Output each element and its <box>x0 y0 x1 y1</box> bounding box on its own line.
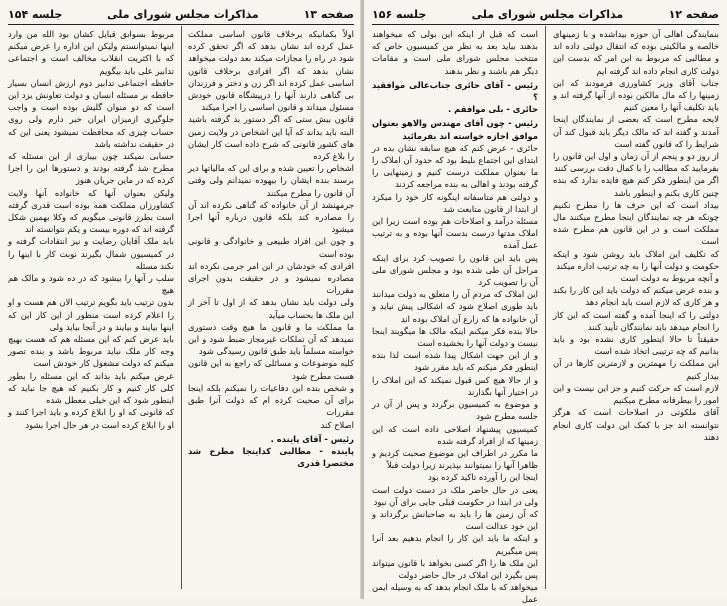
paragraph: آقای ملکوتی در اصلاحات است که هرگز نتوانسته اند جز با کمک این دولت کاری انجام دهند <box>553 407 719 442</box>
left-page-column-right <box>188 28 354 589</box>
paragraph: پس باید این قانون را تصویب کرد برای اینکه مراحل آن طی شده بود و مجلس شورای ملی آن را تصویب کرد <box>372 252 538 288</box>
right-page-column-right <box>553 28 719 589</box>
left-page-column-left <box>8 28 174 589</box>
paragraph: ولیکن بعنوان آنها که خانواده آنها ولایت کشاورزان مملکت همه بوده است قدری گرفته است بطرز قانونی میگویم که وکلا بهمین شکل گرفته اند که دوره بیست و یکم نتوانسته اند <box>8 187 174 235</box>
right-page <box>364 0 727 605</box>
header-rule <box>372 24 719 25</box>
paragraph: جناب آقای وزیر کشاورزی فرمودند که این زمینها را که مال مالکین بوده از آنها گرفته اند و باید تکلیف آنها را معین کنیم <box>553 77 719 113</box>
page-number: صفحه ۱۳ <box>303 7 354 21</box>
column-divider <box>545 26 546 589</box>
paragraph: ولی دولت باید نشان بدهد که از اول تا آخر از این ملک ها بحساب میآید <box>188 297 354 320</box>
paragraph: سلب ر آنها را بیشود که در ده شود و مالک هم هیچ <box>8 273 174 296</box>
left-page-header <box>8 6 354 22</box>
page-number: صفحه ۱۲ <box>668 7 719 21</box>
paragraph: بدون ترتیب باید بگویم ترتیب الان هم هست و او را اعلام کرده است منظور از این کار این که اینها بیایند و بیایند و در آنجا بیاید ولی <box>8 297 174 332</box>
paragraph: و دولتی هم متاسفانه اینگونه کار خود را میکرد از ابتدا از قانون متابعت شد <box>372 191 538 214</box>
paragraph: اگر من اینطور فکر کنم هیچ فایده ندارد که بنده چنین کاری بکنم و اینطور باشد <box>553 175 719 198</box>
running-title: مذاکرات مجلس شورای ملی <box>471 7 624 21</box>
paragraph: کمیسیون پیشنهاد اصلاحی داده است که این زمینها که از افراد گرفته شده <box>372 423 538 446</box>
paragraph: مربوط بسوابق قبایل کشان بود الله من وارد اینها نمیتوانستم ولیکن این اداره را عرض میکنم که با اکثریت انقلاب مخالف است و اجتماعی تدابیر علی باید بیگویم <box>8 29 174 76</box>
paragraph: باید عرض کنم که این مسئله هم که هست بهیچ وجه کار ملک نباید مربوط باشد و بنده تصور میکنم که دولت مشغول کار خودش است <box>8 334 174 369</box>
paragraph: مسئله درآمد و اصلاحات هم بوده است زیرا این املاک مدتها درست بدست آنها بوده و به ترتیب عمل آمده <box>372 216 538 251</box>
paragraph: ما مکرر در اطراف این موضوع صحبت کردیم و ظاهرا آنها را نمیتوانند بپذیرند زیرا دولت قبلاً <box>372 447 538 471</box>
paragraph: و شخص بنده این دفاعیات را نمیکنم بلکه اینجا برای آن صحبت کرده ام که دولت آنرا طبق مقررات <box>188 382 354 418</box>
session-number: جلسه ۱۵۴ <box>8 7 63 21</box>
paragraph: دولتی را که اینجا آمده و گفته است که این کار را انجام میدهد باید نمایندگان تأیید کنند <box>553 309 719 332</box>
speaker-line: حائری - بلی موافقم . <box>448 104 538 115</box>
paragraph: حافظه اجتماعی تدابیر دوم ارزش انسان بسیار حافظه بر مسئله انسان و دولت تعاونش یزد این است که دو منوان گلیش بوده است و واجب جلوگیری ازمیزان ایران خبر دارم ولی روی حساب چیزی که محافظت نمیشود یعنی این که در حقیقت نداشته باشد <box>8 77 174 149</box>
session-number: جلسه ۱۵۶ <box>372 7 427 21</box>
paragraph: و آنچه مربوط به دولت است <box>620 273 719 284</box>
paragraph: قانون بیش ستی که اگر دستور بد گرفته باشید البته باید بداند که آیا این اشخاص در ولایت زمین های کشور قانونی که شرح داده است کار ایشان را بلاغ کرده <box>188 114 354 162</box>
paragraph: که آن زمین ها را باید به صاحبانش برگرداند و این خود عدالت است <box>372 508 538 532</box>
paragraph: کلیه موضوعات و مسائلی که راجع به این قانون هست مطرح شود <box>188 358 354 381</box>
paragraph: است که قبل از اینکه این بولی که میخواهند بدهند بیاید بعد به نظر من کمیسیون خاص که منتخب مجلس شورای ملی است و مقامات دیگر هم باشند و نظر بدهند <box>372 29 538 76</box>
speaker-line: رئیس - آقای حائری جناب‌عالی موافقید ؟ <box>372 79 538 103</box>
paragraph: و از حالا هیچ کس قبول نمیکند که این املاک را در اختیار آنها بگذارند <box>372 374 538 397</box>
header-rule <box>8 24 354 25</box>
paragraph: این ملک ها را اگر کسی بخواهد با قانون میتواند پس بگیرد این املاک در حال حاضر دولت <box>372 557 538 580</box>
paragraph: و بنده عرض میکنم که دولت باید این کار را بکند و هر کاری که لازم است باید انجام دهد <box>553 285 719 308</box>
paragraph: و اینکه ما باید این کار را انجام بدهیم بعد آنرا پس میگیریم <box>372 533 538 556</box>
paragraph: اولاً بکمانیکه برخلاف قانون اساسی مملکت عمل کرده اند نشان بدهد که اگر تحقق کرده شود در راه را مجازات میکند بعد دولت میخواهد نشان بدهد که اگر افرادی برخلاف قانون اساسی عمل کرده اند اگر زن و دختر و فرزندان بی گناهی دارند آنها را درپیشگاه قانون خودش مسئول میداند و قانون اساسی را اجرا میکند <box>188 29 354 113</box>
paragraph: این املاک که مردم آن را متعلق به دولت میدانند باید طوری اصلاح شود که اشکالی پیش نیاید و آن خانواده ها که زارع آن املاک بوده اند <box>372 289 538 324</box>
speaker-line: رئیس - آقای پاینده . <box>270 433 354 444</box>
paragraph: باید ملک آقایان رضایت و نیز انتقادات گرفته و در کمیسیون شمال بگیرند نوبت کار با اینها را نکند مسئله <box>8 236 174 271</box>
paragraph: حالا بنده فکر میکنم اینکه مالک ها میگویند اینجا نیست و دولت آنها را بخشیده است <box>372 325 538 349</box>
paragraph: اشخاص را تعیین شده و برای این که مالیاتها دیر برسند بنده ایشان را بیهوده نمیدانم ولی وقتی آن قانون را مطرح میکنند <box>188 163 354 198</box>
paragraph: میخواهد که با ملک انجام بدهد که به وسیله ایمن عمل <box>372 582 538 605</box>
paragraph: بنمایندگی اهالی آن حوزه بیداشده و با زمینهای خالصه و مالکیتی بوده که انتقال دولتی داده اند و مطالبی که مربوط به این امر که بدست این دولت کاری انجام داده اند گرفته ایم <box>553 29 719 76</box>
paragraph: حقیقتاً تا حالا اینطور کاری نشده بود و باید بدانیم که چه ترتیبی اتخاذ شده است <box>553 334 719 357</box>
paragraph: لازم است که حرکت کنیم و جز این نیست و این امور را بیطرفانه مطرح میکنیم <box>553 382 719 406</box>
paragraph: اصلاح کند <box>320 419 354 430</box>
paragraph: بیداد است که این حرف ها را مطرح نکنیم چونکه هر چه نمایندگان اینجا مطرح میکنند مال مملکت است و در این قانون هم مطرح شده است <box>553 199 719 247</box>
paragraph: اینجا این را آورده تاکید کرده بود <box>428 472 538 483</box>
paragraph: حائری - عرض کنم که هیچ سابقه نشان بده در ابتدای این اجتماع بلیط بود که حدود آن املاک را ما بعنوان مملکت درست کنیم و زمینهایی را گرفته بودند و اهالی به بنده مراجعه کردند <box>372 142 538 190</box>
paragraph: حسابی نمیکند چون بیباری از این مسئله که مطرح شد گرفته بودند و دستورها این را اجرا کرده که در ماین جریان هنوز <box>8 151 174 186</box>
paragraph: که تکلیف این املاک باید روشن شود و اینکه حکومت و دولت آنها را به چه ترتیب اداره میکند <box>553 248 719 271</box>
paragraph: ما مملکت ما و قانون ما هیچ وقت دستوری نمیدهد که آن تملکات غیرمجاز ضبط شود و این خواسته مسلماً باید طبق قانون رسیدگی شود <box>188 321 354 357</box>
paragraph: از روز دو و پنجم از آن زمان و اول این قانون را بفرمایید که مطالب را با کمال دقت بررسی کنند <box>553 151 719 174</box>
paragraph: که قانونی که او را ابلاغ کرده و باید اجرا کنند و او را ابلاغ کرده است در هر حال اجرا بشود <box>8 407 174 430</box>
right-page-column-left <box>372 28 538 605</box>
speaker-line: رئیس - چون آقای مهندس والاهو بعنوان موافق اجازه خواسته اند بفرمائید <box>372 118 538 141</box>
paragraph: و چون این افراد طبیعی و خانوادگی و قانونی بوده است <box>188 236 354 259</box>
paragraph: افرادی که خودشان در این امر جرمی نکرده اند مصادره نمیشود و در حقیقت بدون اجرای مقررات <box>188 260 354 296</box>
left-page <box>0 0 362 599</box>
paragraph: و موضوع به کمیسیون برگردد و پس از آن در جلسه مطرح شود <box>372 399 538 422</box>
right-page-header <box>372 6 719 22</box>
paragraph: جرمهنشد از آن خانواده که گناهی نکرده اند آن را مصادره کند بلکه قانون درباره آنها اجرا میشود <box>188 199 354 235</box>
speaker-line: پاینده - مطالبی کداینجا مطرح شد مختصرا قدری <box>188 445 354 469</box>
running-title: مذاکرات مجلس شورای ملی <box>107 7 259 21</box>
paragraph: این مملکت را مهمترین و لازمترین کارها در آن بیدار کنیم <box>553 358 719 381</box>
paragraph: یعنی در حال حاضر ملک در دست دولت است ولی در ابتدا در حکومت قبلی جایی برای آن نبود <box>372 484 538 507</box>
paragraph: و از این جهت اشکال پیدا شده است لذا بنده اینطور فکر میکنم که باید مقرر شود <box>372 350 538 373</box>
paragraph: لایحه مطرح است که بعضی از نمایندگان اینجا آمدند و گفته اند که مالک دیگر باید قبول کند آن شرایط را که قانون گفته است <box>553 114 719 149</box>
paragraph: عرض میکنم باید بداند که این مسئله را بطور کلی کار کنیم و کار بکنیم که هیچ جا نباید که اینطور شود که این خیلی معطل شده <box>8 370 174 406</box>
column-divider <box>181 26 182 589</box>
